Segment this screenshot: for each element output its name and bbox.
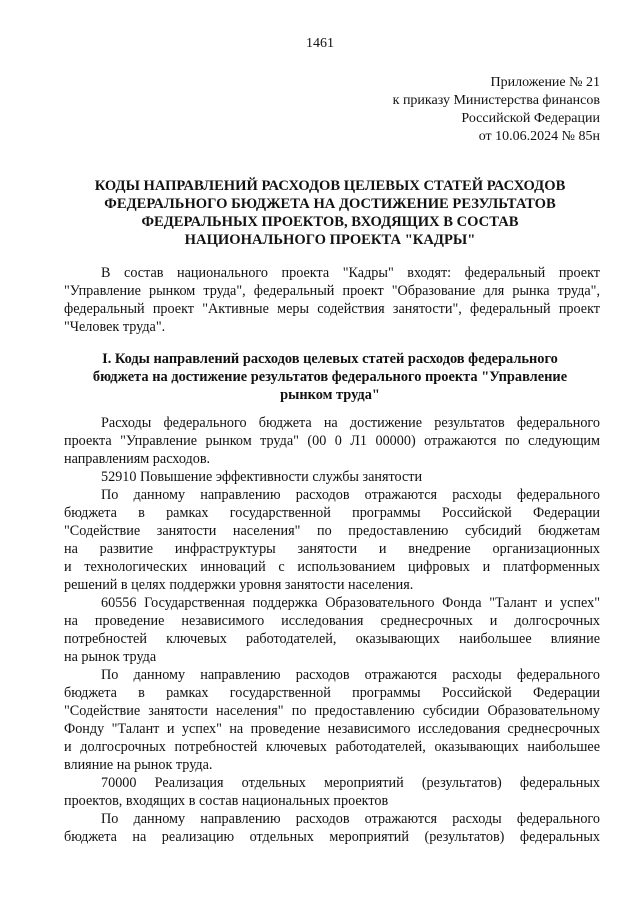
body-line: бюджета на реализацию отдельных мероприятий (результатов) федеральных	[64, 829, 600, 845]
body-line: бюджета в рамках государственной программы Российской Федерации	[64, 505, 600, 521]
body-line: Расходы федерального бюджета на достижение результатов федерального	[101, 415, 600, 431]
section-heading	[70, 350, 590, 404]
body-line: "Содействие занятости населения" по предоставлению субсидии Образовательному	[64, 703, 600, 719]
body-line: проекта "Управление рынком труда" (00 0 Л1 00000) отражаются по следующим	[64, 433, 600, 449]
intro-line: В состав национального проекта "Кадры" входят: федеральный проект	[101, 265, 600, 281]
body-line: направлениям расходов.	[64, 451, 211, 467]
intro-line: "Управление рынком труда", федеральный проект "Образование для рынка труда",	[64, 283, 600, 299]
body-line: 70000 Реализация отдельных мероприятий (результатов) федеральных	[101, 775, 600, 791]
body-line: бюджета в рамках государственной программы Российской Федерации	[64, 685, 600, 701]
appendix-line: Российской Федерации	[461, 111, 600, 126]
body-line: и технологических инноваций с использованием цифровых и платформенных	[64, 559, 600, 575]
body-line: По данному направлению расходов отражаются расходы федерального	[101, 811, 600, 827]
appendix-line: к приказу Министерства финансов	[392, 93, 600, 108]
body-line: влияние на рынок труда.	[64, 757, 213, 773]
body-line: 60556 Государственная поддержка Образовательного Фонда "Талант и успех"	[101, 595, 600, 611]
title-line: КОДЫ НАПРАВЛЕНИЙ РАСХОДОВ ЦЕЛЕВЫХ СТАТЕЙ РАСХОДОВ	[94, 178, 566, 194]
section-heading-line: бюджета на достижение результатов федерального проекта "Управление	[92, 369, 568, 385]
body-line: на развитие инфраструктуры занятости и внедрение организационных	[64, 541, 600, 557]
intro-paragraph	[64, 264, 600, 336]
title-line: ФЕДЕРАЛЬНОГО БЮДЖЕТА НА ДОСТИЖЕНИЕ РЕЗУЛЬТАТОВ	[104, 196, 556, 212]
page-number: 1461	[306, 36, 334, 51]
appendix-line: от 10.06.2024 № 85н	[478, 129, 600, 144]
body-line: на рынок труда	[64, 649, 157, 665]
intro-line: "Человек труда".	[64, 319, 166, 335]
body-line: 52910 Повышение эффективности службы занятости	[101, 469, 423, 485]
intro-line: федеральный проект "Активные меры содействия занятости", федеральный проект	[64, 301, 600, 317]
body-text	[64, 414, 600, 846]
body-line: По данному направлению расходов отражаются расходы федерального	[101, 487, 600, 503]
section-heading-line: I. Коды направлений расходов целевых статей расходов федерального	[102, 351, 558, 367]
body-line: на проведение независимого исследования среднесрочных и долгосрочных	[64, 613, 600, 629]
title-line: НАЦИОНАЛЬНОГО ПРОЕКТА "КАДРЫ"	[184, 232, 476, 248]
body-line: По данному направлению расходов отражаются расходы федерального	[101, 667, 600, 683]
body-line: и долгосрочных потребностей ключевых работодателей, оказывающих наибольшее	[64, 739, 600, 755]
appendix-block	[340, 74, 600, 146]
body-line: проектов, входящих в состав национальных проектов	[64, 793, 389, 809]
appendix-line: Приложение № 21	[490, 75, 600, 90]
body-line: "Содействие занятости населения" по предоставлению субсидий бюджетам	[64, 523, 600, 539]
body-line: потребностей ключевых работодателей, оказывающих наибольшее влияние	[64, 631, 600, 647]
document-title	[60, 177, 600, 249]
body-line: решений в целях поддержки уровня занятости населения.	[64, 577, 414, 593]
title-line: ФЕДЕРАЛЬНЫХ ПРОЕКТОВ, ВХОДЯЩИХ В СОСТАВ	[141, 214, 519, 230]
body-line: Фонду "Талант и успех" на проведение независимого исследования среднесрочных	[64, 721, 600, 737]
section-heading-line: рынком труда"	[280, 387, 380, 403]
